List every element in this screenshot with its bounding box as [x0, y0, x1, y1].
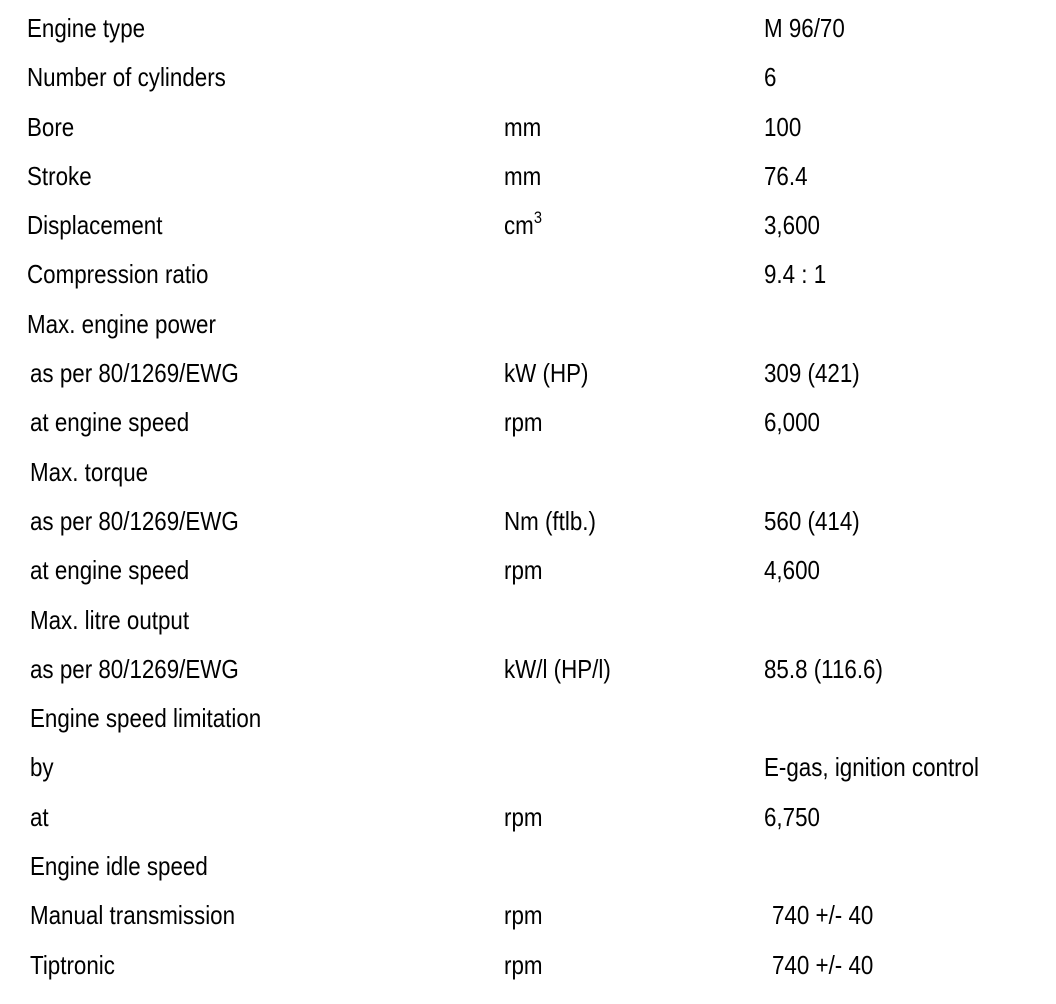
spec-row-power-speed	[0, 398, 1056, 447]
spec-row-max-engine-power	[0, 300, 1056, 349]
spec-section-heading: Max. litre output	[30, 604, 190, 635]
spec-unit: kW/l (HP/l)	[504, 653, 611, 684]
spec-row-max-torque	[0, 448, 1056, 497]
spec-label: Stroke	[27, 160, 92, 191]
spec-value: 9.4 : 1	[764, 259, 827, 290]
spec-unit-exponent: 3	[533, 208, 542, 228]
spec-value: 3,600	[764, 210, 820, 241]
spec-value: 309 (421)	[764, 358, 860, 389]
spec-value: 740 +/- 40	[772, 949, 874, 980]
spec-section-heading: Max. engine power	[27, 308, 216, 339]
spec-label: Engine type	[27, 13, 146, 43]
spec-label: by	[30, 752, 54, 783]
spec-label: as per 80/1269/EWG	[30, 358, 239, 389]
spec-value: 85.8 (116.6)	[764, 653, 883, 684]
spec-unit: rpm	[504, 900, 543, 931]
spec-value: M 96/70	[764, 13, 845, 43]
spec-value: 6,750	[764, 801, 820, 832]
spec-row-compression-ratio	[0, 250, 1056, 299]
spec-label: Number of cylinders	[27, 62, 226, 93]
spec-value: 560 (414)	[764, 505, 860, 536]
spec-label: as per 80/1269/EWG	[30, 653, 239, 684]
spec-value: 740 +/- 40	[772, 900, 874, 931]
spec-row-idle-speed	[0, 842, 1056, 891]
spec-value: 4,600	[764, 555, 820, 586]
spec-row-number-of-cylinders	[0, 53, 1056, 102]
spec-row-speed-limitation	[0, 694, 1056, 743]
spec-row-displacement	[0, 201, 1056, 250]
spec-section-heading: Engine idle speed	[30, 851, 208, 882]
spec-unit-base: cm	[504, 210, 534, 241]
spec-unit: kW (HP)	[504, 358, 589, 389]
spec-unit: rpm	[504, 555, 543, 586]
spec-row-limitation-by	[0, 743, 1056, 792]
spec-section-heading: Max. torque	[30, 456, 149, 487]
spec-row-stroke	[0, 152, 1056, 201]
spec-value: 76.4	[764, 160, 808, 191]
spec-section-heading: Engine speed limitation	[30, 703, 262, 734]
spec-label: at	[30, 801, 49, 832]
spec-unit: rpm	[504, 407, 543, 438]
spec-unit: Nm (ftlb.)	[504, 505, 596, 536]
spec-label: Bore	[27, 111, 75, 142]
spec-label: Compression ratio	[27, 259, 209, 290]
engine-spec-table	[0, 4, 1056, 990]
spec-label: Tiptronic	[30, 949, 115, 980]
spec-unit: rpm	[504, 801, 543, 832]
spec-row-bore	[0, 103, 1056, 152]
spec-unit: mm	[504, 160, 542, 191]
spec-unit: mm	[504, 111, 542, 142]
spec-label: at engine speed	[30, 555, 190, 586]
spec-value: 100	[764, 111, 802, 142]
spec-row-torque-speed	[0, 546, 1056, 595]
spec-row-torque-as-per	[0, 497, 1056, 546]
spec-row-limitation-at	[0, 793, 1056, 842]
spec-unit	[504, 201, 542, 250]
spec-unit: rpm	[504, 949, 543, 980]
spec-value: E-gas, ignition control	[764, 752, 980, 783]
spec-label: at engine speed	[30, 407, 190, 438]
spec-value: 6,000	[764, 407, 820, 438]
spec-row-idle-manual	[0, 891, 1056, 940]
spec-value: 6	[764, 62, 777, 93]
spec-label: Displacement	[27, 210, 163, 241]
spec-label: as per 80/1269/EWG	[30, 505, 239, 536]
spec-row-litre-as-per	[0, 645, 1056, 694]
spec-row-engine-type	[0, 4, 1056, 53]
spec-label: Manual transmission	[30, 900, 236, 931]
spec-row-max-litre-output	[0, 596, 1056, 645]
spec-row-idle-tiptronic	[0, 941, 1056, 990]
spec-row-power-as-per	[0, 349, 1056, 398]
